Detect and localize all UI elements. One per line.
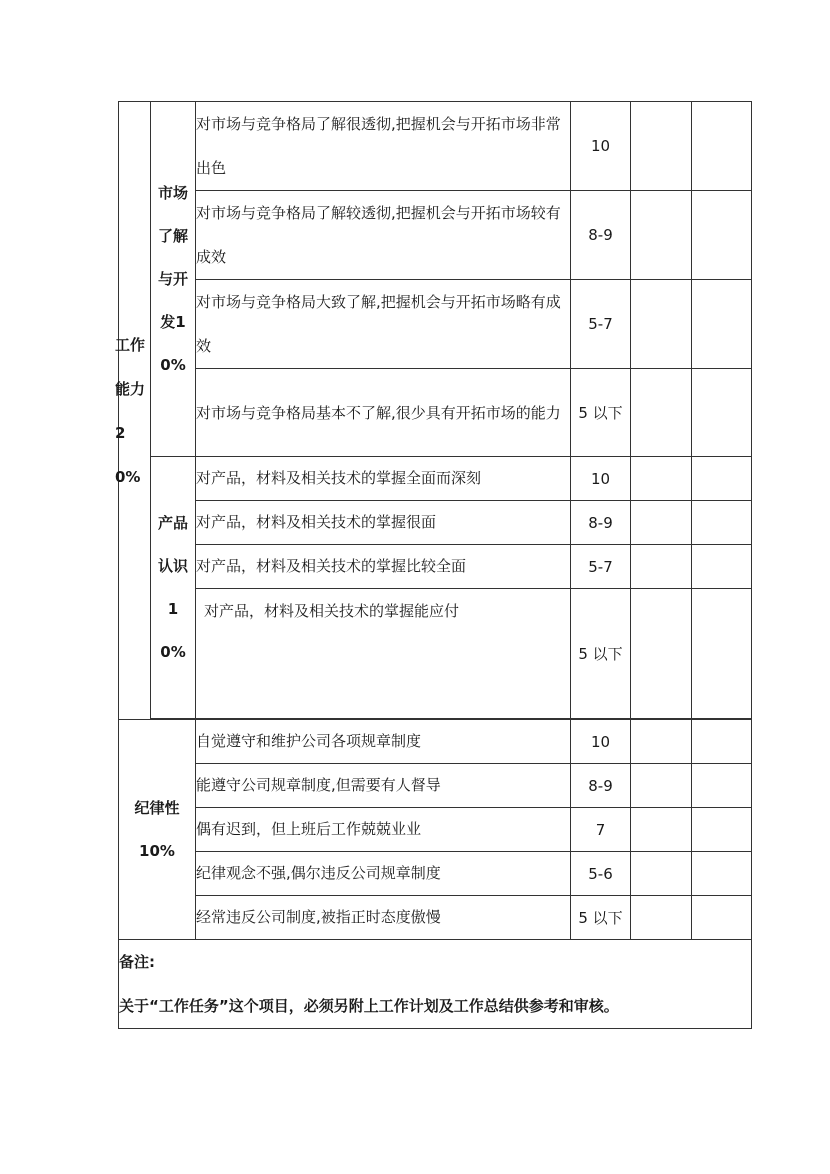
- notes-title: 备注:: [119, 953, 155, 971]
- subcategory-market: 市场了解与开发10%: [151, 102, 196, 457]
- blank-cell[interactable]: [692, 501, 752, 545]
- subcategory-product: 产品认识10%: [151, 457, 196, 719]
- criterion-text: 对产品，材料及相关技术的掌握全面而深刻: [196, 457, 571, 501]
- score-value: 8-9: [571, 191, 631, 280]
- table-row: [119, 102, 752, 191]
- blank-cell[interactable]: [692, 808, 752, 852]
- blank-cell[interactable]: [692, 589, 752, 719]
- blank-cell[interactable]: [692, 720, 752, 764]
- score-value: 5 以下: [571, 589, 631, 719]
- criterion-text: 对市场与竞争格局了解很透彻,把握机会与开拓市场非常出色: [196, 102, 571, 191]
- notes-body: 关于“工作任务”这个项目，必须另附上工作计划及工作总结供参考和审核。: [119, 997, 619, 1015]
- table-row: [119, 280, 752, 369]
- blank-cell[interactable]: [692, 545, 752, 589]
- table-row: [119, 369, 752, 457]
- notes-row: [119, 940, 752, 1029]
- criterion-text: 经常违反公司制度,被指正时态度傲慢: [196, 896, 571, 940]
- blank-cell[interactable]: [631, 808, 692, 852]
- score-value: 5-6: [571, 852, 631, 896]
- criterion-text: 纪律观念不强,偶尔违反公司规章制度: [196, 852, 571, 896]
- criterion-text: 对市场与竞争格局基本不了解,很少具有开拓市场的能力: [196, 369, 571, 457]
- blank-cell[interactable]: [631, 102, 692, 191]
- blank-cell[interactable]: [631, 545, 692, 589]
- blank-cell[interactable]: [631, 720, 692, 764]
- table-row: [119, 764, 752, 808]
- criterion-text: 对市场与竞争格局了解较透彻,把握机会与开拓市场较有成效: [196, 191, 571, 280]
- blank-cell[interactable]: [631, 457, 692, 501]
- blank-cell[interactable]: [631, 852, 692, 896]
- score-value: 10: [571, 457, 631, 501]
- blank-cell[interactable]: [692, 191, 752, 280]
- blank-cell[interactable]: [692, 457, 752, 501]
- table-row: [119, 896, 752, 940]
- criterion-text: 对产品，材料及相关技术的掌握能应付: [204, 602, 460, 620]
- criterion-text: 对市场与竞争格局大致了解,把握机会与开拓市场略有成效: [196, 280, 571, 369]
- score-value: 10: [571, 720, 631, 764]
- evaluation-table: [115, 101, 752, 1029]
- criterion-cell: [196, 589, 571, 719]
- score-value: 10: [571, 102, 631, 191]
- blank-cell[interactable]: [692, 852, 752, 896]
- criterion-text: 偶有迟到，但上班后工作兢兢业业: [196, 808, 571, 852]
- score-value: 7: [571, 808, 631, 852]
- category-work-ability: 工作能力20%: [119, 102, 151, 720]
- score-value: 5 以下: [571, 896, 631, 940]
- table-row: [119, 191, 752, 280]
- blank-cell[interactable]: [631, 764, 692, 808]
- criterion-text: 对产品，材料及相关技术的掌握比较全面: [196, 545, 571, 589]
- blank-cell[interactable]: [692, 896, 752, 940]
- criterion-text: 能遵守公司规章制度,但需要有人督导: [196, 764, 571, 808]
- category-discipline: 纪律性 10%: [119, 720, 196, 940]
- table-row: [119, 808, 752, 852]
- score-value: 5 以下: [571, 369, 631, 457]
- table-row: [119, 589, 752, 719]
- blank-cell[interactable]: [631, 280, 692, 369]
- blank-cell[interactable]: [631, 589, 692, 719]
- score-value: 8-9: [571, 764, 631, 808]
- blank-cell[interactable]: [692, 280, 752, 369]
- table-row: [119, 852, 752, 896]
- table-row: [119, 457, 752, 501]
- blank-cell[interactable]: [631, 369, 692, 457]
- blank-cell[interactable]: [631, 896, 692, 940]
- score-value: 5-7: [571, 545, 631, 589]
- table-row: [119, 501, 752, 545]
- notes-cell: [119, 940, 752, 1029]
- blank-cell[interactable]: [631, 191, 692, 280]
- table-row: [119, 545, 752, 589]
- criterion-text: 对产品，材料及相关技术的掌握很面: [196, 501, 571, 545]
- criterion-text: 自觉遵守和维护公司各项规章制度: [196, 720, 571, 764]
- blank-cell[interactable]: [692, 102, 752, 191]
- blank-cell[interactable]: [692, 369, 752, 457]
- score-value: 8-9: [571, 501, 631, 545]
- blank-cell[interactable]: [692, 764, 752, 808]
- score-value: 5-7: [571, 280, 631, 369]
- blank-cell[interactable]: [631, 501, 692, 545]
- table-row: [119, 720, 752, 764]
